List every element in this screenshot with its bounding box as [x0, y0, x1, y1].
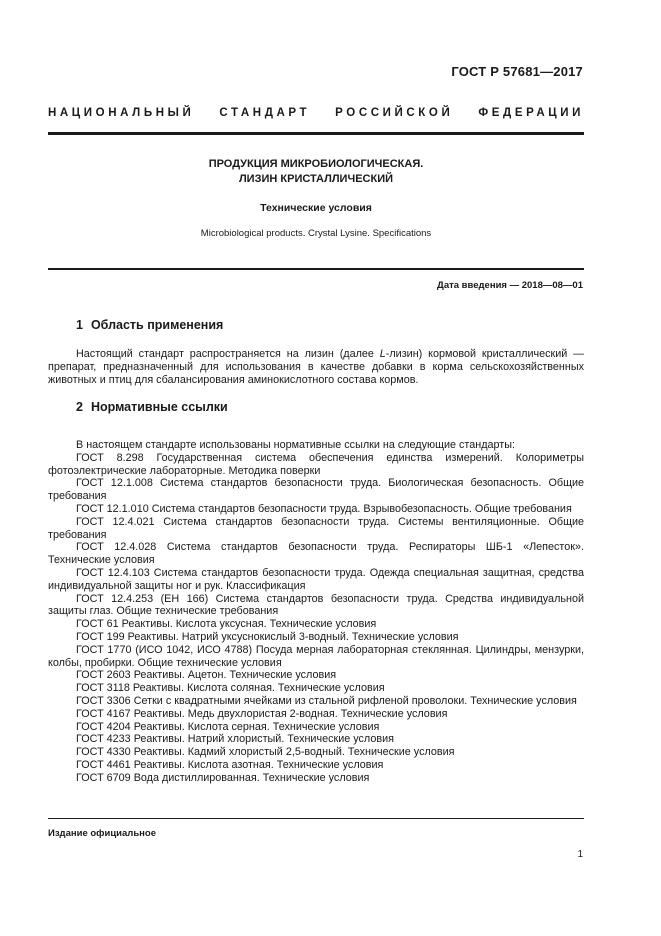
section-1-text-start: Настоящий стандарт распространяется на лизин (далее — [76, 348, 380, 360]
document-subtitle: Технические условия — [260, 202, 372, 214]
product-title-line-2: ЛИЗИН КРИСТАЛЛИЧЕСКИЙ — [238, 173, 394, 185]
section-1-heading — [76, 318, 223, 332]
normative-references — [48, 439, 584, 785]
section-2-heading — [76, 400, 228, 414]
reference-item: ГОСТ 4461 Реактивы. Кислота азотная. Технические условия — [76, 758, 384, 771]
references-intro: В настоящем стандарте использованы нормативные ссылки на следующие стандарты: — [76, 439, 515, 451]
document-code: ГОСТ Р 57681—2017 — [451, 64, 583, 79]
reference-item: ГОСТ 12.4.021 Система стандартов безопасности труда. Системы вентиляционные. Общие требования — [48, 515, 584, 541]
reference-item: ГОСТ 3118 Реактивы. Кислота соляная. Технические условия — [76, 682, 385, 695]
reference-item: ГОСТ 4330 Реактивы. Кадмий хлористый 2,5-водный. Технические условия — [76, 746, 455, 759]
reference-item: ГОСТ 199 Реактивы. Натрий уксуснокислый 3-водный. Технические условия — [76, 630, 459, 643]
page-number: 1 — [577, 849, 583, 860]
reference-item: ГОСТ 4233 Реактивы. Натрий хлористый. Технические условия — [76, 733, 394, 746]
effective-date: Дата введения — 2018—08—01 — [437, 280, 583, 291]
reference-item: ГОСТ 4204 Реактивы. Кислота серная. Технические условия — [76, 720, 380, 733]
reference-item: ГОСТ 12.1.008 Система стандартов безопасности труда. Биологическая безопасность. Общие требования — [48, 477, 584, 503]
reference-item: ГОСТ 2603 Реактивы. Ацетон. Технические условия — [76, 669, 337, 682]
national-standard-title: НАЦИОНАЛЬНЫЙ СТАНДАРТ РОССИЙСКОЙ ФЕДЕРАЦИИ — [48, 107, 584, 119]
official-edition-label: Издание официальное — [48, 828, 156, 839]
middle-divider — [48, 268, 584, 270]
reference-item: ГОСТ 4167 Реактивы. Медь двухлористая 2-водная. Технические условия — [76, 707, 448, 720]
reference-item: ГОСТ 6709 Вода дистиллированная. Технические условия — [76, 771, 370, 784]
product-title — [48, 157, 584, 187]
footer-divider — [48, 818, 584, 819]
section-1-text — [48, 348, 584, 387]
reference-item: ГОСТ 3306 Сетки с квадратными ячейками из стальной рифленой проволоки. Технические условия — [76, 694, 577, 707]
section-1-text-end: -лизин) кормовой кристаллический — препарат, предназначенный для использования в качестве добавки в корма сельскохозяйственных животных и птиц для сбалансирования аминокислотного состава кормов. — [48, 348, 584, 386]
english-title: Microbiological products. Crystal Lysine. Specifications — [200, 228, 432, 239]
reference-item: ГОСТ 12.4.028 Система стандартов безопасности труда. Респираторы ШБ-1 «Лепесток». Технические условия — [48, 541, 584, 567]
section-2-title: Нормативные ссылки — [90, 400, 228, 414]
section-2-number: 2 — [76, 400, 83, 414]
product-title-line-1: ПРОДУКЦИЯ МИКРОБИОЛОГИЧЕСКАЯ. — [208, 158, 424, 170]
reference-item: ГОСТ 61 Реактивы. Кислота уксусная. Технические условия — [76, 618, 377, 631]
reference-item: ГОСТ 12.1.010 Система стандартов безопасности труда. Взрывобезопасность. Общие требования — [76, 502, 572, 515]
reference-item: ГОСТ 1770 (ИСО 1042, ИСО 4788) Посуда мерная лабораторная стеклянная. Цилиндры, мензурки, колбы, пробирки. Общие технические условия — [48, 643, 584, 669]
section-1-title: Область применения — [90, 318, 224, 332]
top-divider — [48, 132, 584, 135]
section-1-paragraph — [48, 348, 584, 387]
reference-item: ГОСТ 12.4.103 Система стандартов безопасности труда. Одежда специальная защитная, средства индивидуальной защиты ног и рук. Классификация — [48, 566, 584, 592]
reference-item: ГОСТ 8.298 Государственная система обеспечения единства измерений. Колориметры фотоэлектрические лабораторные. Методика поверки — [48, 451, 584, 477]
section-1-italic-letter: L — [379, 348, 386, 360]
reference-item: ГОСТ 12.4.253 (ЕН 166) Система стандартов безопасности труда. Средства индивидуальной защиты глаз. Общие технические требования — [48, 592, 584, 618]
section-1-number: 1 — [76, 318, 83, 332]
